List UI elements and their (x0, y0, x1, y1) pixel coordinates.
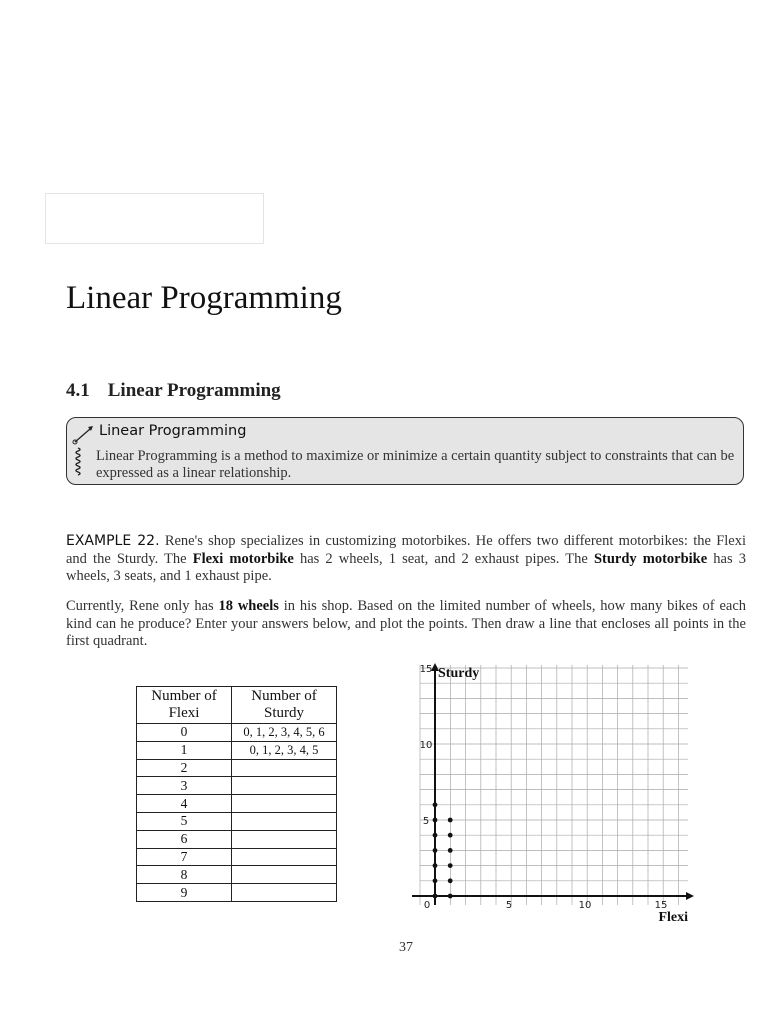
table-row (137, 848, 337, 866)
data-point (433, 848, 438, 853)
example-text: has 3 wheels, 3 seats, and 1 exhaust pipe. (66, 550, 746, 584)
sturdy-cell[interactable] (232, 812, 337, 830)
table-row (137, 724, 337, 742)
pencil-spring-icon (70, 422, 96, 484)
y-axis-label: Sturdy (438, 666, 480, 681)
flexi-cell: 0 (137, 724, 232, 742)
x-tick-label: 15 (654, 900, 668, 911)
flexi-bold: Flexi motorbike (192, 550, 294, 567)
data-point (433, 833, 438, 838)
section-title: Linear Programming (107, 380, 281, 401)
example-text: in his shop. Based on the limited number of wheels, how many bikes of each kind can he produce? Enter your answers below, and plot the points. Then draw a line that encloses all points in the first quadrant. (66, 598, 747, 649)
chapter-title: Linear Programming (66, 280, 342, 316)
table-row (137, 759, 337, 777)
data-point (433, 802, 438, 807)
flexi-cell: 5 (137, 812, 232, 830)
data-point (448, 863, 453, 868)
table-row (137, 866, 337, 884)
table-row (137, 777, 337, 795)
table-row (137, 741, 337, 759)
section-heading (66, 380, 281, 402)
data-point (448, 894, 453, 899)
sturdy-cell[interactable] (232, 884, 337, 902)
y-tick-label: 10 (419, 740, 433, 751)
section-number: 4.1 (66, 380, 90, 401)
coordinate-graph (400, 660, 700, 930)
flexi-cell: 4 (137, 795, 232, 813)
x-axis-label: Flexi (658, 910, 688, 925)
sturdy-cell[interactable] (232, 795, 337, 813)
flexi-cell: 8 (137, 866, 232, 884)
definition-title: Linear Programming (99, 423, 247, 439)
flexi-cell: 6 (137, 830, 232, 848)
sturdy-bold: Sturdy motorbike (593, 550, 708, 567)
header-sturdy: Number of Sturdy (232, 687, 337, 724)
example-label: EXAMPLE 22. (66, 533, 160, 549)
y-tick-label: 15 (419, 664, 433, 675)
flexi-cell: 3 (137, 777, 232, 795)
x-axis-arrow-icon (686, 892, 694, 900)
table-row (137, 812, 337, 830)
flexi-cell: 7 (137, 848, 232, 866)
sturdy-cell[interactable] (232, 866, 337, 884)
data-point (433, 894, 438, 899)
x-tick-label: 10 (578, 900, 592, 911)
flexi-cell: 1 (137, 741, 232, 759)
sturdy-cell[interactable]: 0, 1, 2, 3, 4, 5, 6 (232, 724, 337, 742)
answer-table (136, 686, 337, 902)
y-tick-label: 5 (422, 816, 430, 827)
table-row (137, 830, 337, 848)
definition-box (66, 417, 744, 485)
sturdy-cell[interactable] (232, 830, 337, 848)
flexi-cell: 9 (137, 884, 232, 902)
sturdy-cell[interactable] (232, 848, 337, 866)
table-row (137, 884, 337, 902)
example-text: Rene's shop specializes in customizing motorbikes. He offers two different motorbikes: the Flexi and the Sturdy. The (66, 533, 747, 567)
data-point (433, 878, 438, 883)
example-paragraph-2 (66, 598, 746, 651)
data-point (433, 863, 438, 868)
data-point (448, 878, 453, 883)
page-number: 37 (399, 940, 413, 955)
example-paragraph-1 (66, 533, 746, 586)
x-tick-label: 5 (505, 900, 513, 911)
flexi-cell: 2 (137, 759, 232, 777)
data-point (448, 818, 453, 823)
header-flexi: Number of Flexi (137, 687, 232, 724)
data-point (448, 833, 453, 838)
chapter-number-box (45, 193, 264, 244)
sturdy-cell[interactable]: 0, 1, 2, 3, 4, 5 (232, 741, 337, 759)
definition-text: Linear Programming is a method to maximize or minimize a certain quantity subject to constraints that can be expressed as a linear relationship. (96, 448, 735, 481)
x-tick-label: 0 (423, 900, 431, 911)
sturdy-cell[interactable] (232, 777, 337, 795)
example-text: has 2 wheels, 1 seat, and 2 exhaust pipes. The (299, 550, 588, 567)
table-row (137, 795, 337, 813)
sturdy-cell[interactable] (232, 759, 337, 777)
data-point (433, 818, 438, 823)
wheels-bold: 18 wheels (218, 598, 279, 614)
data-point (448, 848, 453, 853)
example-text: Currently, Rene only has (66, 598, 214, 614)
